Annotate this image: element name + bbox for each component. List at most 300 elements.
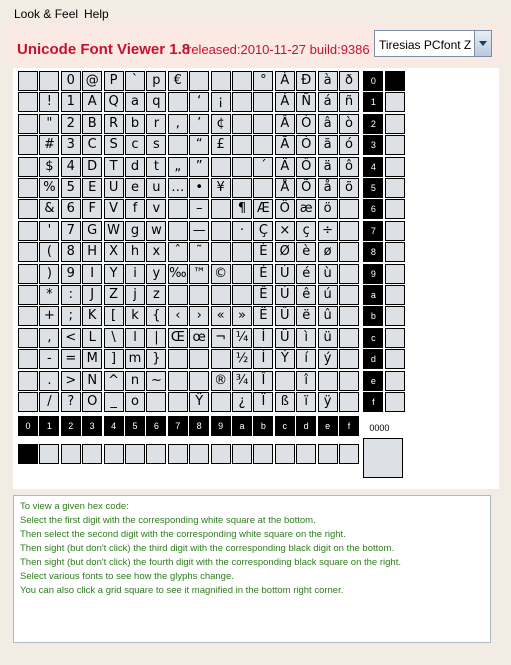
glyph-cell[interactable] <box>232 114 252 134</box>
glyph-cell[interactable]: P <box>104 71 124 91</box>
first-digit-selector[interactable] <box>104 444 124 464</box>
glyph-cell[interactable] <box>339 242 359 262</box>
glyph-cell[interactable] <box>339 264 359 284</box>
glyph-cell[interactable] <box>211 349 231 369</box>
glyph-cell[interactable]: ° <box>253 71 273 91</box>
first-digit-selector[interactable] <box>125 444 145 464</box>
glyph-cell[interactable]: Ÿ <box>189 392 209 412</box>
glyph-cell[interactable]: + <box>39 306 59 326</box>
glyph-cell[interactable]: , <box>168 114 188 134</box>
glyph-cell[interactable]: I <box>82 264 102 284</box>
glyph-cell[interactable]: ä <box>318 157 338 177</box>
glyph-cell[interactable]: g <box>125 221 145 241</box>
glyph-cell[interactable] <box>18 221 38 241</box>
glyph-cell[interactable]: ò <box>339 114 359 134</box>
glyph-cell[interactable]: Z <box>104 285 124 305</box>
glyph-cell[interactable]: Q <box>104 92 124 112</box>
glyph-cell[interactable] <box>339 392 359 412</box>
glyph-cell[interactable]: Á <box>275 92 295 112</box>
glyph-cell[interactable]: ý <box>318 349 338 369</box>
glyph-cell[interactable]: Ö <box>275 199 295 219</box>
glyph-cell[interactable]: ¬ <box>211 328 231 348</box>
glyph-cell[interactable] <box>18 71 38 91</box>
instruction-line: Then select the second digit with the corresponding white square on the right. <box>20 529 346 540</box>
first-digit-selector[interactable] <box>18 444 38 464</box>
magnified-glyph-box <box>363 438 403 478</box>
glyph-cell[interactable]: û <box>318 306 338 326</box>
glyph-cell[interactable] <box>253 135 273 155</box>
glyph-cell[interactable] <box>211 242 231 262</box>
glyph-cell[interactable]: : <box>61 285 81 305</box>
glyph-cell[interactable]: ! <box>39 92 59 112</box>
glyph-cell[interactable]: Ù <box>275 264 295 284</box>
glyph-cell[interactable]: Ò <box>296 114 316 134</box>
header-bar <box>7 26 501 66</box>
glyph-cell[interactable]: h <box>125 242 145 262</box>
glyph-cell[interactable] <box>232 135 252 155</box>
glyph-cell[interactable] <box>18 285 38 305</box>
glyph-cell[interactable]: ç <box>296 221 316 241</box>
glyph-cell[interactable]: Ã <box>275 135 295 155</box>
glyph-cell[interactable]: æ <box>296 199 316 219</box>
glyph-cell[interactable]: t <box>146 157 166 177</box>
glyph-cell[interactable] <box>18 392 38 412</box>
glyph-cell[interactable]: ñ <box>339 92 359 112</box>
second-digit-selector[interactable] <box>385 349 405 369</box>
row-digit-label: 5 <box>363 178 383 198</box>
glyph-cell[interactable] <box>18 92 38 112</box>
glyph-cell[interactable]: ; <box>61 306 81 326</box>
first-digit-selector[interactable] <box>168 444 188 464</box>
glyph-cell[interactable]: Ý <box>275 349 295 369</box>
glyph-cell[interactable]: N <box>82 371 102 391</box>
first-digit-selector[interactable] <box>61 444 81 464</box>
second-digit-selector[interactable] <box>385 242 405 262</box>
first-digit-selector[interactable] <box>275 444 295 464</box>
glyph-cell[interactable] <box>18 306 38 326</box>
glyph-cell[interactable]: M <box>82 349 102 369</box>
glyph-cell[interactable]: 3 <box>61 135 81 155</box>
glyph-cell[interactable] <box>211 285 231 305</box>
glyph-cell[interactable]: ` <box>125 71 145 91</box>
glyph-cell[interactable]: ê <box>296 285 316 305</box>
glyph-cell[interactable]: è <box>296 242 316 262</box>
glyph-cell[interactable] <box>39 71 59 91</box>
second-digit-selector[interactable] <box>385 328 405 348</box>
glyph-cell[interactable]: 1 <box>61 92 81 112</box>
glyph-cell[interactable] <box>189 71 209 91</box>
glyph-cell[interactable]: S <box>104 135 124 155</box>
glyph-cell[interactable]: W <box>104 221 124 241</box>
glyph-cell[interactable]: ß <box>275 392 295 412</box>
glyph-cell[interactable]: › <box>189 306 209 326</box>
glyph-cell[interactable]: [ <box>104 306 124 326</box>
glyph-cell[interactable]: ÿ <box>318 392 338 412</box>
glyph-cell[interactable]: v <box>146 199 166 219</box>
glyph-cell[interactable]: d <box>125 157 145 177</box>
glyph-cell[interactable]: ö <box>318 199 338 219</box>
glyph-cell[interactable] <box>232 285 252 305</box>
glyph-cell[interactable]: © <box>211 264 231 284</box>
first-digit-selector[interactable] <box>211 444 231 464</box>
glyph-cell[interactable]: ( <box>39 242 59 262</box>
glyph-cell[interactable]: Ñ <box>296 92 316 112</box>
glyph-cell[interactable]: » <box>232 306 252 326</box>
glyph-cell[interactable]: , <box>39 328 59 348</box>
glyph-cell[interactable]: Ð <box>296 71 316 91</box>
glyph-cell[interactable]: O <box>82 392 102 412</box>
glyph-cell[interactable] <box>146 392 166 412</box>
glyph-cell[interactable]: ÷ <box>318 221 338 241</box>
glyph-cell[interactable]: ¿ <box>232 392 252 412</box>
glyph-cell[interactable]: ' <box>39 221 59 241</box>
first-digit-selector[interactable] <box>253 444 273 464</box>
glyph-cell[interactable] <box>339 199 359 219</box>
glyph-cell[interactable]: C <box>82 135 102 155</box>
second-digit-selector[interactable] <box>385 199 405 219</box>
glyph-cell[interactable]: # <box>39 135 59 155</box>
first-digit-selector[interactable] <box>232 444 252 464</box>
glyph-cell[interactable]: Œ <box>168 328 188 348</box>
glyph-cell[interactable]: ø <box>318 242 338 262</box>
glyph-cell[interactable]: b <box>125 114 145 134</box>
glyph-cell[interactable]: ì <box>296 328 316 348</box>
glyph-cell[interactable]: D <box>82 157 102 177</box>
glyph-cell[interactable]: ˜ <box>189 242 209 262</box>
glyph-cell[interactable]: 5 <box>61 178 81 198</box>
glyph-cell[interactable] <box>253 92 273 112</box>
glyph-cell[interactable]: y <box>146 264 166 284</box>
glyph-cell[interactable]: À <box>275 71 295 91</box>
glyph-cell[interactable]: Ü <box>275 328 295 348</box>
glyph-cell[interactable]: H <box>82 242 102 262</box>
glyph-cell[interactable] <box>18 371 38 391</box>
glyph-cell[interactable]: x <box>146 242 166 262</box>
glyph-cell[interactable]: ô <box>339 157 359 177</box>
glyph-cell[interactable]: 9 <box>61 264 81 284</box>
glyph-cell[interactable]: … <box>168 178 188 198</box>
glyph-cell[interactable] <box>18 157 38 177</box>
glyph-cell[interactable]: Î <box>253 371 273 391</box>
glyph-cell[interactable]: Ï <box>253 392 273 412</box>
glyph-cell[interactable]: ´ <box>253 157 273 177</box>
second-digit-selector[interactable] <box>385 371 405 391</box>
glyph-cell[interactable]: õ <box>339 178 359 198</box>
glyph-cell[interactable]: Ë <box>253 306 273 326</box>
glyph-cell[interactable]: p <box>146 71 166 91</box>
glyph-cell[interactable]: 6 <box>61 199 81 219</box>
glyph-cell[interactable]: 4 <box>61 157 81 177</box>
glyph-cell[interactable]: × <box>275 221 295 241</box>
glyph-cell[interactable]: Y <box>104 264 124 284</box>
glyph-cell[interactable] <box>18 242 38 262</box>
glyph-cell[interactable]: \ <box>104 328 124 348</box>
glyph-cell[interactable] <box>339 349 359 369</box>
glyph-cell[interactable]: 0 <box>61 71 81 91</box>
dropdown-arrow-button[interactable] <box>474 31 491 56</box>
first-digit-selector[interactable] <box>189 444 209 464</box>
glyph-cell[interactable]: > <box>61 371 81 391</box>
glyph-cell[interactable]: 7 <box>61 221 81 241</box>
glyph-cell[interactable] <box>168 135 188 155</box>
glyph-cell[interactable] <box>18 328 38 348</box>
glyph-cell[interactable]: ‰ <box>168 264 188 284</box>
glyph-cell[interactable]: ¢ <box>211 114 231 134</box>
glyph-cell[interactable] <box>318 371 338 391</box>
first-digit-selector[interactable] <box>82 444 102 464</box>
glyph-cell[interactable]: % <box>39 178 59 198</box>
glyph-cell[interactable] <box>168 349 188 369</box>
glyph-cell[interactable]: – <box>189 199 209 219</box>
glyph-cell[interactable]: T <box>104 157 124 177</box>
glyph-cell[interactable]: È <box>253 242 273 262</box>
glyph-cell[interactable]: | <box>146 328 166 348</box>
glyph-cell[interactable]: Ç <box>253 221 273 241</box>
glyph-cell[interactable]: œ <box>189 328 209 348</box>
glyph-cell[interactable]: í <box>296 349 316 369</box>
glyph-cell[interactable]: A <box>82 92 102 112</box>
glyph-cell[interactable]: ¡ <box>211 92 231 112</box>
glyph-cell[interactable]: { <box>146 306 166 326</box>
glyph-cell[interactable]: L <box>82 328 102 348</box>
glyph-cell[interactable]: X <box>104 242 124 262</box>
glyph-cell[interactable]: q <box>146 92 166 112</box>
glyph-cell[interactable]: ¥ <box>211 178 231 198</box>
glyph-cell[interactable]: Ì <box>253 328 273 348</box>
glyph-cell[interactable] <box>339 371 359 391</box>
second-digit-selector[interactable] <box>385 221 405 241</box>
row-digit-label: 2 <box>363 114 383 134</box>
first-digit-selector[interactable] <box>146 444 166 464</box>
glyph-cell[interactable]: o <box>125 392 145 412</box>
glyph-cell[interactable] <box>168 371 188 391</box>
glyph-cell[interactable]: ’ <box>189 114 209 134</box>
glyph-grid-panel <box>13 68 499 489</box>
glyph-cell[interactable]: à <box>318 71 338 91</box>
glyph-cell[interactable]: _ <box>104 392 124 412</box>
glyph-cell[interactable]: ú <box>318 285 338 305</box>
glyph-cell[interactable]: k <box>125 306 145 326</box>
glyph-cell[interactable] <box>18 114 38 134</box>
glyph-cell[interactable]: „ <box>168 157 188 177</box>
glyph-cell[interactable]: á <box>318 92 338 112</box>
glyph-cell[interactable]: ó <box>339 135 359 155</box>
glyph-cell[interactable]: « <box>211 306 231 326</box>
glyph-cell[interactable]: “ <box>189 135 209 155</box>
glyph-cell[interactable]: ï <box>296 392 316 412</box>
glyph-cell[interactable]: J <box>82 285 102 305</box>
glyph-cell[interactable]: @ <box>82 71 102 91</box>
menu-help[interactable]: Help <box>84 7 109 21</box>
first-digit-selector[interactable] <box>296 444 316 464</box>
glyph-cell[interactable]: ® <box>211 371 231 391</box>
glyph-cell[interactable]: - <box>39 349 59 369</box>
glyph-cell[interactable]: * <box>39 285 59 305</box>
glyph-cell[interactable]: U <box>104 178 124 198</box>
glyph-cell[interactable] <box>168 221 188 241</box>
glyph-cell[interactable]: ] <box>104 349 124 369</box>
first-digit-selector[interactable] <box>339 444 359 464</box>
glyph-cell[interactable] <box>339 306 359 326</box>
glyph-cell[interactable]: ? <box>61 392 81 412</box>
glyph-cell[interactable]: å <box>318 178 338 198</box>
glyph-cell[interactable]: Å <box>275 178 295 198</box>
glyph-cell[interactable]: } <box>146 349 166 369</box>
glyph-cell[interactable]: ½ <box>232 349 252 369</box>
glyph-cell[interactable]: ð <box>339 71 359 91</box>
glyph-cell[interactable]: ¼ <box>232 328 252 348</box>
glyph-cell[interactable] <box>232 264 252 284</box>
glyph-cell[interactable]: Ä <box>275 157 295 177</box>
glyph-cell[interactable] <box>339 285 359 305</box>
glyph-cell[interactable]: Ø <box>275 242 295 262</box>
glyph-cell[interactable]: ü <box>318 328 338 348</box>
glyph-cell[interactable] <box>211 392 231 412</box>
glyph-cell[interactable]: m <box>125 349 145 369</box>
glyph-cell[interactable] <box>339 221 359 241</box>
glyph-cell[interactable] <box>168 199 188 219</box>
glyph-cell[interactable]: = <box>61 349 81 369</box>
glyph-cell[interactable] <box>232 178 252 198</box>
glyph-cell[interactable]: € <box>168 71 188 91</box>
font-select[interactable] <box>374 30 492 57</box>
glyph-cell[interactable]: é <box>296 264 316 284</box>
glyph-cell[interactable]: u <box>146 178 166 198</box>
glyph-cell[interactable]: Ô <box>296 157 316 177</box>
glyph-cell[interactable] <box>232 157 252 177</box>
glyph-cell[interactable]: Û <box>275 306 295 326</box>
glyph-cell[interactable]: K <box>82 306 102 326</box>
first-digit-selector[interactable] <box>39 444 59 464</box>
glyph-cell[interactable] <box>189 285 209 305</box>
col-digit-label: 8 <box>189 416 209 436</box>
glyph-cell[interactable] <box>275 371 295 391</box>
second-digit-selector[interactable] <box>385 264 405 284</box>
glyph-cell[interactable] <box>18 349 38 369</box>
glyph-cell[interactable]: e <box>125 178 145 198</box>
glyph-cell[interactable]: G <box>82 221 102 241</box>
glyph-cell[interactable] <box>168 392 188 412</box>
glyph-cell[interactable]: V <box>104 199 124 219</box>
glyph-cell[interactable]: r <box>146 114 166 134</box>
glyph-cell[interactable]: < <box>61 328 81 348</box>
glyph-cell[interactable] <box>232 242 252 262</box>
glyph-cell[interactable]: • <box>189 178 209 198</box>
row-digit-label: b <box>363 306 383 326</box>
glyph-cell[interactable] <box>211 221 231 241</box>
glyph-cell[interactable]: j <box>125 285 145 305</box>
first-digit-selector[interactable] <box>318 444 338 464</box>
glyph-cell[interactable]: B <box>82 114 102 134</box>
glyph-cell[interactable]: ” <box>189 157 209 177</box>
glyph-cell[interactable]: Õ <box>296 178 316 198</box>
second-digit-selector[interactable] <box>385 92 405 112</box>
glyph-cell[interactable]: Æ <box>253 199 273 219</box>
glyph-cell[interactable]: ‘ <box>189 92 209 112</box>
glyph-cell[interactable]: F <box>82 199 102 219</box>
glyph-cell[interactable]: ¾ <box>232 371 252 391</box>
glyph-cell[interactable]: 8 <box>61 242 81 262</box>
second-digit-selector[interactable] <box>385 157 405 177</box>
glyph-cell[interactable] <box>253 178 273 198</box>
glyph-cell[interactable]: w <box>146 221 166 241</box>
glyph-cell[interactable] <box>232 92 252 112</box>
glyph-cell[interactable]: z <box>146 285 166 305</box>
glyph-cell[interactable] <box>211 157 231 177</box>
glyph-cell[interactable]: Ê <box>253 285 273 305</box>
glyph-cell[interactable]: & <box>39 199 59 219</box>
glyph-cell[interactable]: ë <box>296 306 316 326</box>
glyph-cell[interactable]: ~ <box>146 371 166 391</box>
glyph-cell[interactable]: ^ <box>104 371 124 391</box>
glyph-cell[interactable]: Í <box>253 349 273 369</box>
glyph-cell[interactable]: s <box>146 135 166 155</box>
glyph-cell[interactable]: E <box>82 178 102 198</box>
glyph-cell[interactable]: ¶ <box>232 199 252 219</box>
second-digit-selector[interactable] <box>385 306 405 326</box>
second-digit-selector[interactable] <box>385 178 405 198</box>
glyph-cell[interactable]: 2 <box>61 114 81 134</box>
second-digit-selector[interactable] <box>385 285 405 305</box>
glyph-cell[interactable]: n <box>125 371 145 391</box>
row-digit-label: e <box>363 371 383 391</box>
glyph-cell[interactable]: R <box>104 114 124 134</box>
glyph-cell[interactable] <box>18 135 38 155</box>
glyph-cell[interactable]: Ó <box>296 135 316 155</box>
glyph-cell[interactable]: / <box>39 392 59 412</box>
second-digit-selector[interactable] <box>385 392 405 412</box>
glyph-cell[interactable]: a <box>125 92 145 112</box>
glyph-cell[interactable] <box>18 264 38 284</box>
glyph-cell[interactable] <box>211 199 231 219</box>
glyph-cell[interactable]: ‹ <box>168 306 188 326</box>
glyph-cell[interactable]: — <box>189 221 209 241</box>
glyph-cell[interactable]: ã <box>318 135 338 155</box>
glyph-cell[interactable]: É <box>253 264 273 284</box>
glyph-cell[interactable] <box>18 178 38 198</box>
glyph-cell[interactable]: $ <box>39 157 59 177</box>
glyph-cell[interactable] <box>211 71 231 91</box>
glyph-cell[interactable] <box>232 71 252 91</box>
glyph-cell[interactable]: l <box>125 328 145 348</box>
glyph-cell[interactable]: " <box>39 114 59 134</box>
glyph-cell[interactable] <box>253 114 273 134</box>
glyph-cell[interactable]: ù <box>318 264 338 284</box>
glyph-cell[interactable]: ˆ <box>168 242 188 262</box>
glyph-cell[interactable]: ™ <box>189 264 209 284</box>
glyph-cell[interactable]: ) <box>39 264 59 284</box>
glyph-cell[interactable]: î <box>296 371 316 391</box>
glyph-cell[interactable]: £ <box>211 135 231 155</box>
glyph-cell[interactable]: . <box>39 371 59 391</box>
second-digit-selector[interactable] <box>385 135 405 155</box>
menu-look-and-feel[interactable]: Look & Feel <box>14 7 79 21</box>
glyph-cell[interactable] <box>189 371 209 391</box>
glyph-cell[interactable]: f <box>125 199 145 219</box>
glyph-cell[interactable]: Ú <box>275 285 295 305</box>
glyph-cell[interactable] <box>339 328 359 348</box>
glyph-cell[interactable]: â <box>318 114 338 134</box>
glyph-cell[interactable]: · <box>232 221 252 241</box>
second-digit-selector[interactable] <box>385 114 405 134</box>
glyph-cell[interactable]: c <box>125 135 145 155</box>
glyph-cell[interactable] <box>168 285 188 305</box>
glyph-cell[interactable]: Â <box>275 114 295 134</box>
glyph-cell[interactable] <box>18 199 38 219</box>
glyph-cell[interactable] <box>168 92 188 112</box>
glyph-cell[interactable]: i <box>125 264 145 284</box>
glyph-cell[interactable] <box>189 349 209 369</box>
